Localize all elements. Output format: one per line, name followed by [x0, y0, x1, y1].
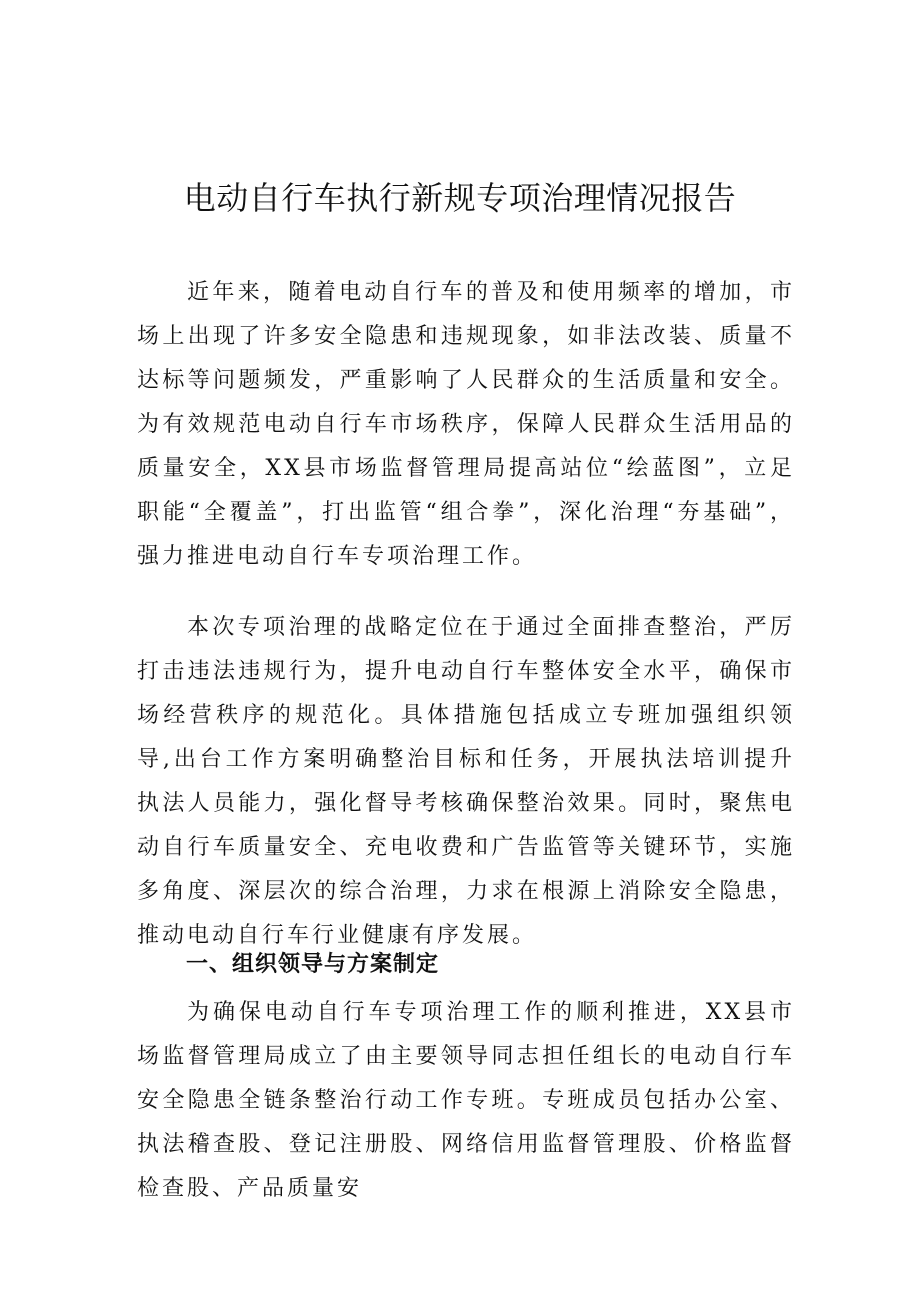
paragraph-intro: 近年来，随着电动自行车的普及和使用频率的增加，市场上出现了许多安全隐患和违规现象，如非法改装、质量不达标等问题频发，严重影响了人民群众的生活质量和安全。为有效规范电动自行车市场秩序，保障人民群众生活用品的质量安全，XX县市场监督管理局提高站位“绘蓝图”，立足职能“全覆盖”，打出监管“组合拳”，深化治理“夯基础”，强力推进电动自行车专项治理工作。	[137, 280, 795, 569]
document-title: 电动自行车执行新规专项治理情况报告	[183, 179, 737, 217]
paragraph-strategy: 本次专项治理的战略定位在于通过全面排查整治，严厉打击违法违规行为，提升电动自行车整体安全水平，确保市场经营秩序的规范化。具体措施包括成立专班加强组织领导,出台工作方案明确整治目标和任务，开展执法培训提升执法人员能力，强化督导考核确保整治效果。同时，聚焦电动自行车质量安全、充电收费和广告监管等关键环节，实施多角度、深层次的综合治理，力求在根源上消除安全隐患，推动电动自行车行业健康有序发展。	[137, 615, 795, 948]
paragraph-section-one: 为确保电动自行车专项治理工作的顺利推进，XX县市场监督管理局成立了由主要领导同志担任组长的电动自行车安全隐患全链条整治行动工作专班。专班成员包括办公室、执法稽查股、登记注册股、网络信用监督管理股、价格监督检查股、产品质量安	[137, 1000, 795, 1201]
section-heading: 一、组织领导与方案制定	[186, 952, 440, 977]
